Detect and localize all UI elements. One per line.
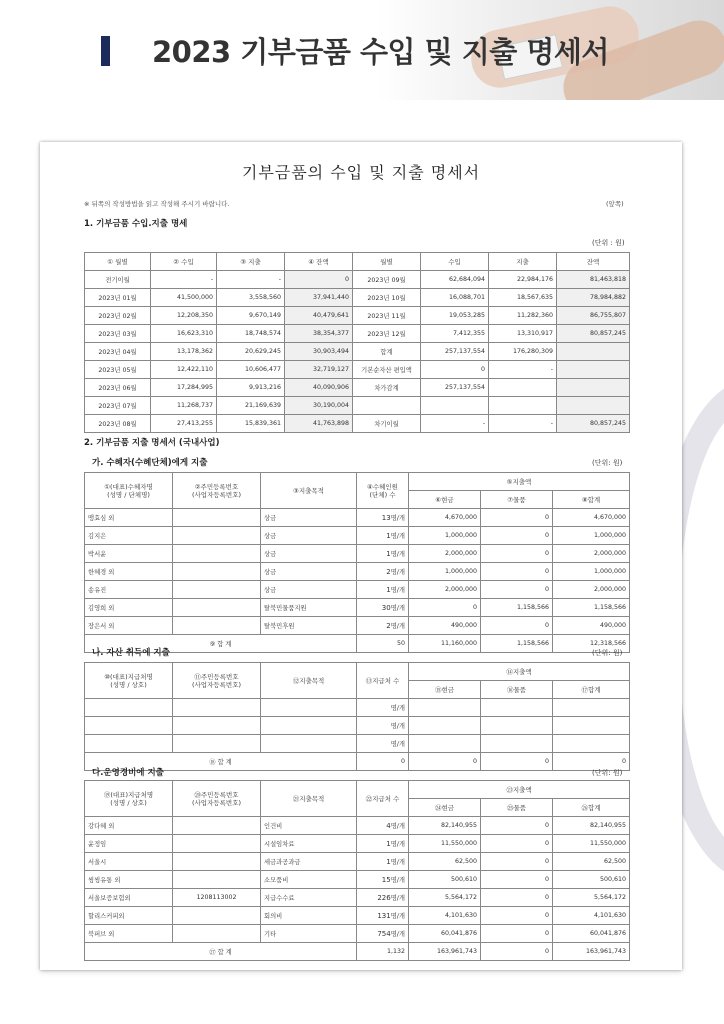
cell-id (173, 925, 261, 943)
cell-purpose: 지급수수료 (261, 889, 357, 907)
table-row (85, 563, 630, 581)
cell-total: 11,550,000 (553, 835, 630, 853)
cell-b: 40,479,641 (285, 307, 353, 325)
cell-name: 윤정임 (85, 835, 173, 853)
cell-m2: 합계 (353, 343, 421, 361)
cell-m2: 기본순자산 편입액 (353, 361, 421, 379)
total-count: 50 (357, 635, 409, 653)
cell-total: 1,000,000 (553, 563, 630, 581)
cell-i: 41,500,000 (151, 289, 217, 307)
cell-m: 2023년 06월 (85, 379, 151, 397)
cell-e: 15,839,361 (217, 415, 285, 433)
cell-total: 5,564,172 (553, 889, 630, 907)
count-unit: 명/개 (390, 587, 405, 594)
table-row (85, 699, 630, 717)
cell-m2: 2023년 10월 (353, 289, 421, 307)
column-header: ⑥현금 (409, 491, 481, 509)
count-value: 1 (386, 550, 391, 558)
count-value: 226 (377, 894, 391, 902)
count-value: 1 (386, 840, 391, 848)
cell-cash: 60,041,876 (409, 925, 481, 943)
cell-m2: 차가감계 (353, 379, 421, 397)
cell-name: 할리스커피외 (85, 907, 173, 925)
cell-name: 송유진 (85, 581, 173, 599)
count-value: 2 (386, 622, 391, 630)
cell-id (173, 835, 261, 853)
table-header-row (85, 473, 630, 491)
cell-cash: 490,000 (409, 617, 481, 635)
cell-b2: 80,857,245 (557, 415, 630, 433)
cell-purpose: 상금 (261, 509, 357, 527)
table-row (85, 617, 630, 635)
count-unit: 명/개 (390, 841, 405, 848)
table-row (85, 343, 630, 361)
cell-b2: 81,463,818 (557, 271, 630, 289)
column-header: ⑲(대표)지급처명 (성명 / 상호) (85, 781, 173, 817)
section-2b-title: 나. 자산 취득에 지출 (92, 648, 170, 658)
section-2c-unit: (단위: 원) (592, 769, 623, 777)
cell-i: - (151, 271, 217, 289)
cell-m: 2023년 04월 (85, 343, 151, 361)
cell-e2: - (489, 361, 557, 379)
cell-id (173, 817, 261, 835)
cell-count (357, 599, 409, 617)
cell-b2 (557, 379, 630, 397)
cell-m2: 2023년 09월 (353, 271, 421, 289)
table-row (85, 599, 630, 617)
count-value: 13 (381, 514, 391, 522)
section-2a-title: 가. 수혜자(수혜단체)에게 지출 (92, 458, 208, 468)
cell-i2 (421, 397, 489, 415)
cell-e: 9,670,149 (217, 307, 285, 325)
cell-count (357, 907, 409, 925)
table-row (85, 735, 630, 753)
cell-id (173, 527, 261, 545)
column-header: ㉕물품 (481, 799, 553, 817)
operating-expense-table (84, 780, 630, 961)
cell-b2: 86,755,807 (557, 307, 630, 325)
cell-cash: 1,000,000 (409, 563, 481, 581)
table-row (85, 853, 630, 871)
count-unit: 명/개 (357, 699, 409, 717)
section-2-title: 2. 기부금품 지출 명세서 (국내사업) (84, 438, 220, 448)
column-header: ② 수입 (151, 253, 217, 271)
cell-cash: 2,000,000 (409, 545, 481, 563)
cell-id (173, 853, 261, 871)
count-unit: 명/개 (390, 931, 405, 938)
cell-m: 2023년 02월 (85, 307, 151, 325)
total-sum: 0 (553, 753, 630, 771)
column-header: 수입 (421, 253, 489, 271)
cell-purpose: 탈북민물품지원 (261, 599, 357, 617)
cell-m: 2023년 07월 (85, 397, 151, 415)
cell-id (173, 617, 261, 635)
cell-goods: 0 (481, 581, 553, 599)
column-header: ⑤지출액 (409, 473, 630, 491)
table-row (85, 871, 630, 889)
count-unit: 명/개 (390, 913, 405, 920)
cell-m2 (353, 397, 421, 415)
cell-e: - (217, 271, 285, 289)
cell-name: 서울시 (85, 853, 173, 871)
cell-goods: 0 (481, 871, 553, 889)
cell-e2: 11,282,360 (489, 307, 557, 325)
count-unit: 명/개 (390, 569, 405, 576)
table-row (85, 925, 630, 943)
cell-e: 3,558,560 (217, 289, 285, 307)
cell-count (357, 889, 409, 907)
table-row (85, 835, 630, 853)
table-header-row (85, 781, 630, 799)
cell-e: 21,169,639 (217, 397, 285, 415)
cell-b: 37,941,440 (285, 289, 353, 307)
cell-count (357, 563, 409, 581)
cell-b2 (557, 397, 630, 415)
cell-goods: 0 (481, 617, 553, 635)
cell-purpose: 기타 (261, 925, 357, 943)
cell-purpose: 상금 (261, 527, 357, 545)
column-header: ①(대표)수혜자명 (성명 / 단체명) (85, 473, 173, 509)
cell-cash: 4,101,630 (409, 907, 481, 925)
cell-name: 김영희 외 (85, 599, 173, 617)
cell-goods: 0 (481, 925, 553, 943)
cell-cash: 0 (409, 599, 481, 617)
cell-cash: 82,140,955 (409, 817, 481, 835)
count-value: 2 (386, 568, 391, 576)
total-label: ㉗ 합 계 (85, 943, 357, 961)
cell-b: 30,903,494 (285, 343, 353, 361)
count-unit: 명/개 (357, 735, 409, 753)
cell-count (357, 817, 409, 835)
cell-id (173, 563, 261, 581)
cell-cash: 2,000,000 (409, 581, 481, 599)
count-unit: 명/개 (390, 533, 405, 540)
cell-name: 장은서 외 (85, 617, 173, 635)
total-cash: 11,160,000 (409, 635, 481, 653)
cell-goods: 0 (481, 835, 553, 853)
column-header: ④ 잔액 (285, 253, 353, 271)
table-row (85, 545, 630, 563)
cell-m2: 차기이월 (353, 415, 421, 433)
cell-count (357, 527, 409, 545)
cell-m: 2023년 05월 (85, 361, 151, 379)
cell-total: 82,140,955 (553, 817, 630, 835)
cell-b: 40,090,906 (285, 379, 353, 397)
cell-m: 2023년 08월 (85, 415, 151, 433)
cell-count (357, 835, 409, 853)
table-row (85, 581, 630, 599)
table-row (85, 717, 630, 735)
cell-count (357, 509, 409, 527)
count-value: 15 (381, 876, 391, 884)
table-row (85, 817, 630, 835)
column-header: ⑩(대표)지급처명 (성명 / 상호) (85, 663, 173, 699)
cell-m2: 2023년 11월 (353, 307, 421, 325)
cell-e2 (489, 379, 557, 397)
cell-id (173, 871, 261, 889)
cell-goods: 0 (481, 889, 553, 907)
count-unit: 명/개 (390, 859, 405, 866)
table-row (85, 415, 630, 433)
cell-cash: 11,550,000 (409, 835, 481, 853)
cell-b: 38,354,377 (285, 325, 353, 343)
cell-b2 (557, 343, 630, 361)
cell-e: 9,913,216 (217, 379, 285, 397)
cell-b2 (557, 361, 630, 379)
cell-purpose: 회의비 (261, 907, 357, 925)
column-header: 지출 (489, 253, 557, 271)
cell-i2: 16,088,701 (421, 289, 489, 307)
cell-total: 2,000,000 (553, 545, 630, 563)
cell-e: 18,748,574 (217, 325, 285, 343)
cell-e2: - (489, 415, 557, 433)
column-header: ⑬지급처 수 (357, 663, 409, 699)
table-row (85, 307, 630, 325)
cell-m: 전기이월 (85, 271, 151, 289)
cell-i: 11,268,737 (151, 397, 217, 415)
cell-i2: - (421, 415, 489, 433)
count-unit: 명/개 (357, 717, 409, 735)
cell-goods: 1,158,566 (481, 599, 553, 617)
cell-name: 한혜경 외 (85, 563, 173, 581)
cell-id (173, 581, 261, 599)
cell-m: 2023년 01월 (85, 289, 151, 307)
table-row (85, 889, 630, 907)
cell-i: 12,422,110 (151, 361, 217, 379)
page-title: 2023 기부금품 수입 및 지출 명세서 (152, 35, 609, 69)
column-header: ① 월별 (85, 253, 151, 271)
cell-goods: 0 (481, 853, 553, 871)
table-row (85, 361, 630, 379)
column-header: ⑳주민등록번호 (사업자등록번호) (173, 781, 261, 817)
cell-count (357, 617, 409, 635)
column-header: ③지출목적 (261, 473, 357, 509)
cell-count (357, 871, 409, 889)
column-header: ⑯물품 (481, 681, 553, 699)
cell-purpose: 탈북민후원 (261, 617, 357, 635)
column-header: ⑭지출액 (409, 663, 630, 681)
cell-total: 62,500 (553, 853, 630, 871)
cell-purpose: 소모품비 (261, 871, 357, 889)
total-label: ⑱ 합 계 (85, 753, 357, 771)
cell-goods: 0 (481, 817, 553, 835)
total-count: 0 (357, 753, 409, 771)
cell-b2: 78,984,882 (557, 289, 630, 307)
total-cash: 163,961,743 (409, 943, 481, 961)
count-value: 754 (377, 930, 391, 938)
column-header: 잔액 (557, 253, 630, 271)
section-1-unit: (단위 : 원) (592, 239, 625, 247)
cell-i2: 7,412,355 (421, 325, 489, 343)
cell-total: 2,000,000 (553, 581, 630, 599)
cell-count (357, 853, 409, 871)
count-value: 30 (381, 604, 391, 612)
count-unit: 명/개 (390, 877, 405, 884)
count-value: 1 (386, 858, 391, 866)
cell-i2: 257,137,554 (421, 343, 489, 361)
cell-cash: 500,610 (409, 871, 481, 889)
section-2a-unit: (단위: 원) (592, 459, 623, 467)
cell-i: 16,623,310 (151, 325, 217, 343)
cell-purpose: 세금과공과금 (261, 853, 357, 871)
cell-name: 박서윤 (85, 545, 173, 563)
count-value: 4 (386, 822, 391, 830)
income-expense-table (84, 252, 630, 433)
beneficiary-expense-table (84, 472, 630, 653)
cell-goods: 0 (481, 907, 553, 925)
table-row (85, 509, 630, 527)
cell-e2: 22,984,176 (489, 271, 557, 289)
cell-total: 500,610 (553, 871, 630, 889)
count-unit: 명/개 (390, 823, 405, 830)
cell-goods: 0 (481, 545, 553, 563)
cell-i2: 19,053,285 (421, 307, 489, 325)
table-header-row (85, 253, 630, 271)
count-unit: 명/개 (390, 515, 405, 522)
cell-e2 (489, 397, 557, 415)
cell-count (357, 581, 409, 599)
count-unit: 명/개 (390, 605, 405, 612)
cell-count (357, 925, 409, 943)
cell-i: 27,413,255 (151, 415, 217, 433)
cell-total: 4,670,000 (553, 509, 630, 527)
table-header-row (85, 663, 630, 681)
column-header: ③ 지출 (217, 253, 285, 271)
column-header: ⑫지출목적 (261, 663, 357, 699)
count-value: 1 (386, 532, 391, 540)
table-row (85, 397, 630, 415)
cell-total: 60,041,876 (553, 925, 630, 943)
total-count: 1,132 (357, 943, 409, 961)
cell-total: 1,000,000 (553, 527, 630, 545)
cell-name: 북퍼브 외 (85, 925, 173, 943)
cell-cash: 5,564,172 (409, 889, 481, 907)
column-header: ②주민등록번호 (사업자등록번호) (173, 473, 261, 509)
cell-cash: 4,670,000 (409, 509, 481, 527)
column-header: ④수혜인원 (단체) 수 (357, 473, 409, 509)
page-side-label: (앞쪽) (606, 200, 624, 208)
table-row (85, 379, 630, 397)
table-row (85, 325, 630, 343)
cell-i: 13,178,362 (151, 343, 217, 361)
total-goods: 0 (481, 753, 553, 771)
cell-cash: 62,500 (409, 853, 481, 871)
total-sum: 12,318,566 (553, 635, 630, 653)
cell-purpose: 상금 (261, 563, 357, 581)
cell-name: 맹효심 외 (85, 509, 173, 527)
cell-i2: 257,137,554 (421, 379, 489, 397)
table-row (85, 527, 630, 545)
table-row (85, 289, 630, 307)
cell-goods: 0 (481, 563, 553, 581)
cell-b: 41,763,898 (285, 415, 353, 433)
cell-total: 1,158,566 (553, 599, 630, 617)
column-header: ㉖합계 (553, 799, 630, 817)
cell-purpose: 인건비 (261, 817, 357, 835)
column-header: ⑮현금 (409, 681, 481, 699)
section-2c-title: 다.운영경비에 지출 (92, 768, 164, 778)
asset-expense-table (84, 662, 630, 771)
column-header: ㉒지급처 수 (357, 781, 409, 817)
cell-id (173, 545, 261, 563)
cell-purpose: 상금 (261, 545, 357, 563)
total-label: ⑨ 합 계 (85, 635, 357, 653)
cell-b: 30,190,004 (285, 397, 353, 415)
total-sum: 163,961,743 (553, 943, 630, 961)
total-goods: 0 (481, 943, 553, 961)
cell-e: 20,629,245 (217, 343, 285, 361)
column-header: ⑧합계 (553, 491, 630, 509)
cell-e: 10,606,477 (217, 361, 285, 379)
column-header: ⑦물품 (481, 491, 553, 509)
cell-count (357, 545, 409, 563)
column-header: ⑪주민등록번호 (사업자등록번호) (173, 663, 261, 699)
cell-goods: 0 (481, 527, 553, 545)
cell-i: 12,208,350 (151, 307, 217, 325)
document-title: 기부금품의 수입 및 지출 명세서 (241, 163, 481, 182)
cell-e2: 13,310,917 (489, 325, 557, 343)
cell-purpose: 시설임차료 (261, 835, 357, 853)
title-accent-bar (101, 36, 110, 66)
cell-i2: 62,684,094 (421, 271, 489, 289)
instruction-note: ※ 뒤쪽의 작성방법을 읽고 작성해 주시기 바랍니다. (84, 200, 230, 208)
total-row (85, 943, 630, 961)
section-1-title: 1. 기부금품 수입.지출 명세 (84, 219, 188, 229)
cell-name: 강다혜 외 (85, 817, 173, 835)
cell-id (173, 509, 261, 527)
cell-purpose: 상금 (261, 581, 357, 599)
cell-b2: 80,857,245 (557, 325, 630, 343)
cell-total: 4,101,630 (553, 907, 630, 925)
count-value: 131 (377, 912, 391, 920)
cell-id (173, 907, 261, 925)
cell-name: 서울보증보험외 (85, 889, 173, 907)
cell-i2: 0 (421, 361, 489, 379)
count-unit: 명/개 (390, 895, 405, 902)
column-header: ㉓지출액 (409, 781, 630, 799)
cell-m2: 2023년 12월 (353, 325, 421, 343)
cell-e2: 18,567,635 (489, 289, 557, 307)
cell-m: 2023년 03월 (85, 325, 151, 343)
cell-name: 씽씽유통 외 (85, 871, 173, 889)
cell-i: 17,284,995 (151, 379, 217, 397)
column-header: 월별 (353, 253, 421, 271)
column-header: ㉔현금 (409, 799, 481, 817)
total-goods: 1,158,566 (481, 635, 553, 653)
table-row (85, 271, 630, 289)
cell-e2: 176,280,309 (489, 343, 557, 361)
cell-b: 0 (285, 271, 353, 289)
cell-b: 32,719,127 (285, 361, 353, 379)
total-row (85, 753, 630, 771)
cell-cash: 1,000,000 (409, 527, 481, 545)
section-2b-unit: (단위: 원) (592, 649, 623, 657)
cell-id: 1208113002 (173, 889, 261, 907)
cell-total: 490,000 (553, 617, 630, 635)
cell-id (173, 599, 261, 617)
count-unit: 명/개 (390, 623, 405, 630)
cell-name: 김지은 (85, 527, 173, 545)
count-unit: 명/개 (390, 551, 405, 558)
column-header: ⑰합계 (553, 681, 630, 699)
document-page (40, 142, 682, 970)
cell-goods: 0 (481, 509, 553, 527)
count-value: 1 (386, 586, 391, 594)
column-header: ㉑지출목적 (261, 781, 357, 817)
table-row (85, 907, 630, 925)
total-cash: 0 (409, 753, 481, 771)
